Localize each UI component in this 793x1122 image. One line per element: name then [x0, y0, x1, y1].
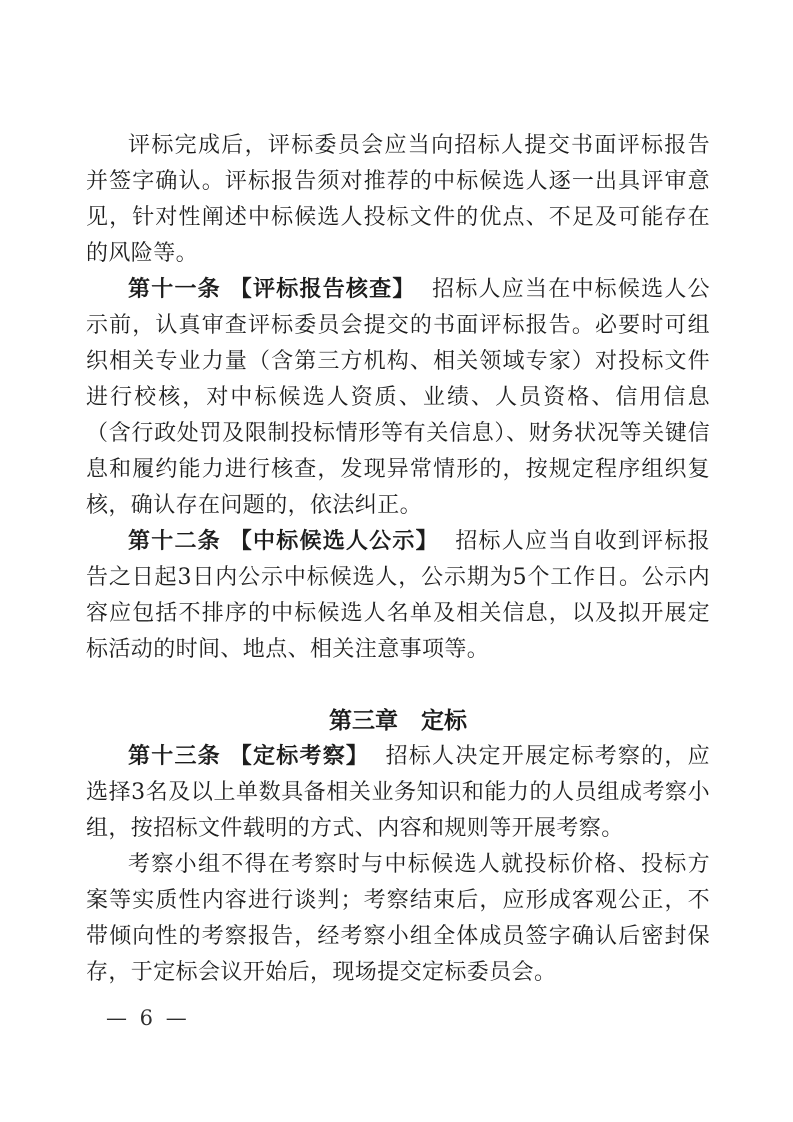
article-12-paragraph [86, 524, 710, 668]
page-number: — 6 — [106, 1006, 190, 1030]
article-13-paragraph [86, 739, 710, 847]
article-11-heading: 第十一条 【评标报告核查】 [128, 277, 416, 302]
chapter-title: 定标 [421, 708, 467, 734]
article-12-heading: 第十二条 【中标候选人公示】 [128, 529, 439, 554]
article-12-body: 招标人应当自收到评标报告之日起3日内公示中标候选人，公示期为5个工作日。公示内容应包括不排序的中标候选人名单及相关信息，以及拟开展定标活动的时间、地点、相关注意事项等。 [86, 529, 710, 662]
article-13-heading: 第十三条 【定标考察】 [128, 744, 370, 769]
paragraph-evaluation-report: 评标完成后，评标委员会应当向招标人提交书面评标报告并签字确认。评标报告须对推荐的中标候选人逐一出具评审意见，针对性阐述中标候选人投标文件的优点、不足及可能存在的风险等。 [86, 133, 710, 266]
article-13-body: 招标人决定开展定标考察的，应选择3名及以上单数具备相关业务知识和能力的人员组成考察小组，按招标文件载明的方式、内容和规则等开展考察。 [86, 744, 710, 841]
chapter-heading [86, 703, 710, 739]
chapter-number: 第三章 [329, 708, 398, 734]
article-11-paragraph [86, 272, 710, 524]
paragraph-inspection-team: 考察小组不得在考察时与中标候选人就投标价格、投标方案等实质性内容进行谈判；考察结束后，应形成客观公正，不带倾向性的考察报告，经考察小组全体成员签字确认后密封保存，于定标会议开始后，现场提交定标委员会。 [86, 852, 710, 985]
document-body [86, 128, 710, 991]
article-11-body: 招标人应当在中标候选人公示前，认真审查评标委员会提交的书面评标报告。必要时可组织相关专业力量（含第三方机构、相关领域专家）对投标文件进行校核，对中标候选人资质、业绩、人员资格、信用信息（含行政处罚及限制投标情形等有关信息）、财务状况等关键信息和履约能力进行核查，发现异常情形的，按规定程序组织复核，确认存在问题的，依法纠正。 [86, 277, 710, 518]
